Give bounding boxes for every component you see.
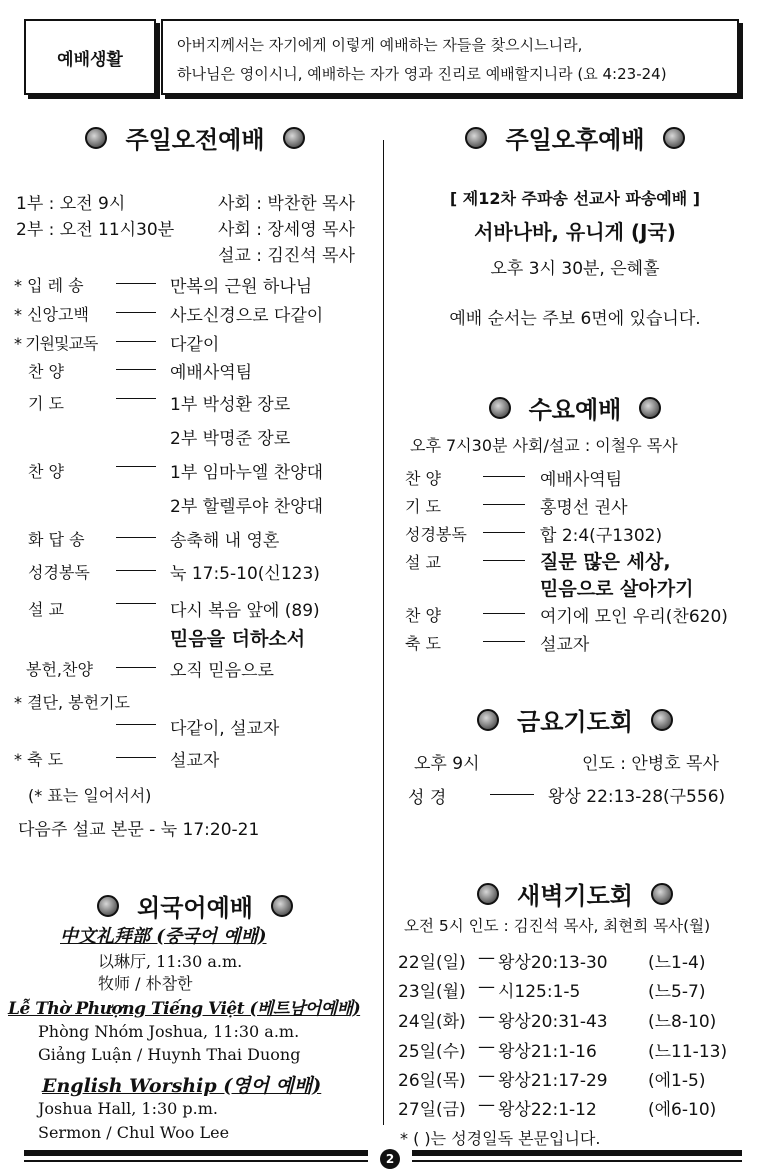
dawn-dash: — [478,1037,495,1057]
order-dash [483,532,525,533]
footer-bar-right-thin [412,1160,742,1162]
order-dash [490,794,534,795]
foreign-title-text: 외국어예배 [137,894,253,922]
dawn-text: 왕상21:17-29 [498,1071,608,1091]
dawn-day: 24일(화) [398,1012,466,1032]
bullet-circle-icon [271,895,293,917]
order-value: 예배사역팀 [170,363,253,383]
wednesday-info: 오후 7시30분 사회/설교 : 이철우 목사 [410,436,678,455]
order-dash [116,537,156,538]
order-dash [483,476,525,477]
friday-time: 오후 9시 [414,754,480,774]
order-label: 화 답 송 [28,530,85,549]
order-label: 봉헌,찬양 [26,660,93,679]
dawn-day: 27일(금) [398,1100,466,1120]
wed-order-label: 성경봉독 [405,525,467,544]
order-value: 1부 임마누엘 찬양대 [170,463,323,483]
morning-preacher: 설교 : 김진석 목사 [218,246,355,266]
vietnamese-service-title: Lễ Thờ Phượng Tiếng Việt (베트남어예배) [8,999,361,1019]
order-value: 다같이, 설교자 [170,719,280,739]
dawn-info: 오전 5시 인도 : 김진석 목사, 최현희 목사(월) [404,917,711,935]
morning-title [30,120,360,155]
dawn-title [400,876,750,911]
wed-order-value: 홍명선 권사 [540,498,628,518]
dawn-title-text: 새벽기도회 [517,882,633,910]
wed-order-value: 여기에 모인 우리(찬620) [540,607,728,627]
dawn-text: 시125:1-5 [498,982,581,1002]
bullet-circle-icon [97,895,119,917]
bullet-circle-icon [663,127,685,149]
order-dash [116,603,156,604]
wed-order-label: 기 도 [405,497,441,516]
next-week-sermon: 다음주 설교 본문 - 눅 17:20-21 [18,820,260,840]
dawn-dash: — [478,1066,495,1086]
order-dash [116,667,156,668]
wed-sermon-title: 질문 많은 세상, [540,551,671,573]
footer-bar-right [412,1150,742,1156]
dawn-dash: — [478,977,495,997]
order-label: * 신앙고백 [14,305,89,324]
dawn-ref: (느1-4) [648,953,706,973]
bullet-circle-icon [85,127,107,149]
missionary-names: 서바나바, 유니게 (J국) [474,220,676,244]
morning-title-text: 주일오전예배 [125,126,265,154]
afternoon-title [400,120,750,155]
wed-order-label: 찬 양 [405,469,441,488]
dawn-text: 왕상22:1-12 [498,1100,597,1120]
bullet-circle-icon [639,397,661,419]
english-service-line2: Sermon / Chul Woo Lee [38,1123,230,1142]
wednesday-title [400,390,750,425]
order-label: 설 교 [28,600,64,619]
dawn-ref: (느8-10) [648,1012,717,1032]
order-label: 기 도 [28,394,64,413]
dawn-day: 23일(월) [398,982,466,1002]
dawn-ref: (에6-10) [648,1100,717,1120]
chinese-service-line1: 以琳厅, 11:30 a.m. [98,952,243,971]
verse-line-1: 아버지께서는 자기에게 이렇게 예배하는 자들을 찾으시느니라, [177,36,583,54]
dawn-ref: (에1-5) [648,1071,706,1091]
wed-order-value: 설교자 [540,635,590,655]
morning-service-2-role: 사회 : 장세영 목사 [218,220,355,240]
order-value: 2부 박명준 장로 [170,429,291,449]
order-label: 성경봉독 [28,563,90,582]
dawn-dash: — [478,1095,495,1115]
order-dash [116,341,156,342]
order-value: 송축해 내 영혼 [170,531,280,551]
order-label: * 입 레 송 [14,276,84,295]
order-dash [116,724,156,725]
friday-scripture-label: 성 경 [408,788,447,808]
order-dash [116,369,156,370]
verse-line-2: 하나님은 영이시니, 예배하는 자가 영과 진리로 예배할지니라 (요 4:23-24) [177,65,667,83]
dawn-note: * ( )는 성경일독 본문입니다. [400,1129,601,1148]
english-service-title: English Worship (영어 예배) [42,1075,322,1097]
footer-bar-left [24,1150,368,1156]
dawn-ref: (느11-13) [648,1042,728,1062]
vietnamese-service-line2: Giảng Luận / Huynh Thai Duong [38,1045,301,1064]
order-value: 사도신경으로 다같이 [170,306,324,326]
friday-title-text: 금요기도회 [517,708,633,736]
order-value: 2부 할렐루야 찬양대 [170,497,323,517]
order-value: 설교자 [170,751,220,771]
order-value: 눅 17:5-10(신123) [170,564,320,584]
morning-service-1-time: 1부 : 오전 9시 [16,194,126,214]
sermon-title: 다시 복음 앞에 (89) [170,601,320,621]
order-label: 찬 양 [28,462,64,481]
order-dash [483,613,525,614]
bullet-circle-icon [489,397,511,419]
chinese-service-line2: 牧师 / 朴참한 [98,974,193,993]
order-dash [116,398,156,399]
dawn-day: 25일(수) [398,1042,466,1062]
order-value: 만복의 근원 하나님 [170,277,313,297]
morning-service-1-role: 사회 : 박찬한 목사 [218,194,355,214]
bullet-circle-icon [651,883,673,905]
wed-order-value: 예배사역팀 [540,470,623,490]
header-verse-box [161,19,739,95]
friday-scripture: 왕상 22:13-28(구556) [548,787,726,807]
order-dash [116,283,156,284]
wednesday-title-text: 수요예배 [528,396,622,424]
order-dash [116,757,156,758]
afternoon-note: 예배 순서는 주보 6면에 있습니다. [449,309,701,329]
afternoon-time-place: 오후 3시 30분, 은혜홀 [490,259,660,279]
foreign-title [30,888,360,923]
friday-title [400,702,750,737]
bullet-circle-icon [477,709,499,731]
order-dash [116,312,156,313]
wed-order-label: 축 도 [405,634,441,653]
english-service-line1: Joshua Hall, 1:30 p.m. [38,1099,218,1118]
order-value: 다같이 [170,335,220,355]
column-divider [383,140,384,1125]
dawn-text: 왕상21:1-16 [498,1042,597,1062]
dawn-day: 26일(목) [398,1071,466,1091]
page-number: 2 [380,1149,400,1169]
chinese-service-title: 中文礼拜部 (중국어 예배) [60,926,267,947]
afternoon-title-text: 주일오후예배 [505,126,645,154]
order-label: * 축 도 [14,750,64,769]
wed-order-label: 설 교 [405,553,441,572]
order-dash [483,641,525,642]
dawn-day: 22일(일) [398,953,466,973]
section-label-text: 예배생활 [57,49,123,70]
wed-order-value: 합 2:4(구1302) [540,526,663,546]
footer-bar-left-thin [24,1160,368,1162]
standing-note: (* 표는 일어서서) [28,786,152,805]
order-label: * 결단, 봉헌기도 [14,693,130,712]
dawn-dash: — [478,948,495,968]
dawn-dash: — [478,1007,495,1027]
wed-order-label: 찬 양 [405,606,441,625]
order-value: 1부 박성환 장로 [170,395,291,415]
friday-leader: 인도 : 안병호 목사 [582,754,719,774]
order-label: * 기원및교독 [14,334,98,353]
bullet-circle-icon [283,127,305,149]
bullet-circle-icon [477,883,499,905]
dawn-text: 왕상20:13-30 [498,953,608,973]
order-label: 찬 양 [28,362,64,381]
order-dash [483,560,525,561]
section-label [24,19,156,95]
dawn-text: 왕상20:31-43 [498,1012,608,1032]
order-dash [483,504,525,505]
morning-service-2-time: 2부 : 오전 11시30분 [16,220,175,240]
bullet-circle-icon [651,709,673,731]
vietnamese-service-line1: Phòng Nhóm Joshua, 11:30 a.m. [38,1022,300,1041]
order-dash [116,466,156,467]
dawn-ref: (느5-7) [648,982,706,1002]
order-value: 오직 믿음으로 [170,661,274,681]
afternoon-subtitle: [ 제12차 주파송 선교사 파송예배 ] [449,189,701,208]
wed-sermon-title-2: 믿음으로 살아가기 [540,578,694,600]
sermon-subtitle: 믿음을 더하소서 [170,628,306,650]
order-dash [116,570,156,571]
bullet-circle-icon [465,127,487,149]
